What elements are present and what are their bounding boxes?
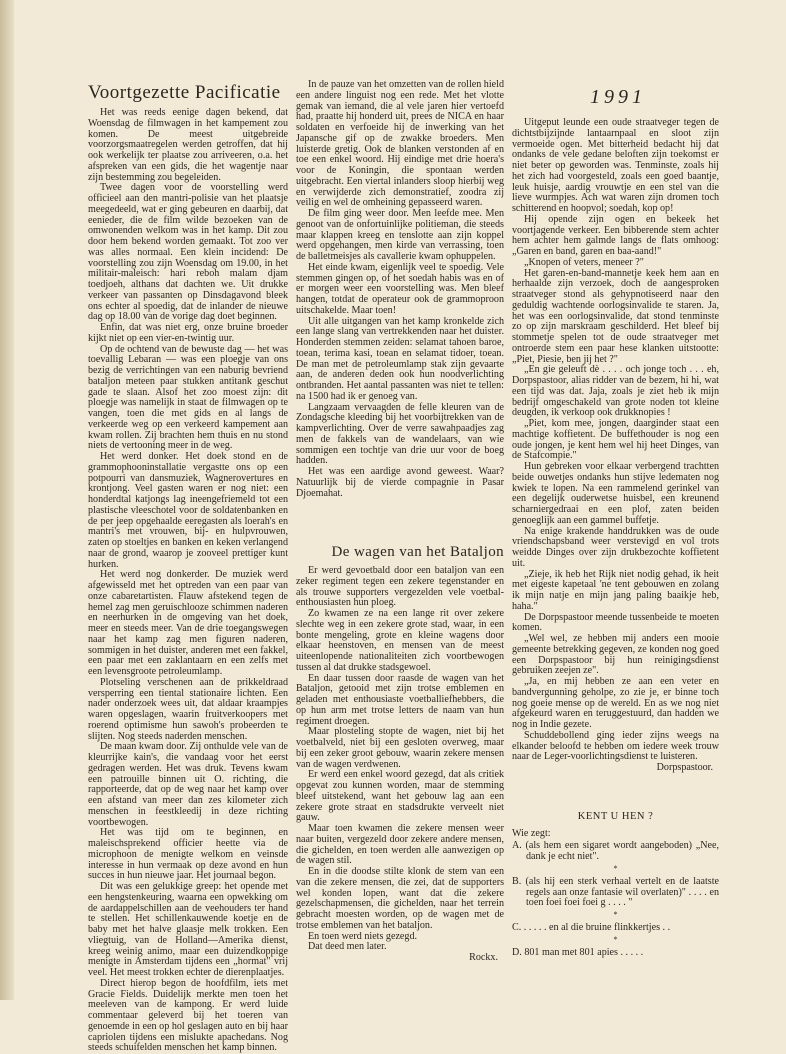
column-3 bbox=[512, 118, 719, 959]
paragraph: De maan kwam door. Zij onthulde vele van de kleurrijke kain's, die vandaag voor het eerst gedragen werden. Het was druk. Tevens kwam een patrouille binnen uit O. richting, die rapporteerde, dat op de weg naar het kamp over een afstand van meer dan zes kilometer zich menschen in feestkleedij in deze richting voortbewogen. bbox=[88, 741, 288, 828]
paragraph: Het garen-en-band-mannetje keek hem aan en herhaalde zijn verzoek, doch de aangesproken straatveger stond als gehypnotiseerd naar den geduldig wachtende oorlogsinvalide te staren. Ja, het was een oorlogsinvalide, dat stond tenminste zo op zijn marskraam geschilderd. Het bleef bij stommetje spelen tot de oude straatveger met ontroerde stem een paar hese klanken uitstootte: „Piet, Piesie, ben jij het ?" bbox=[512, 267, 719, 365]
paragraph: Het was reeds eenige dagen bekend, dat Woensdag de filmwagen in het kampement zou komen. De meest uitgebreide voorzorgsmaatregelen werden getroffen, dat hij ook werkelijk ter plaatse zou arriveeren, o.a. het afspreken van een gids, die het wagentje naar zijn bestemming zou begeleiden. bbox=[88, 107, 288, 183]
column-1 bbox=[88, 108, 288, 1054]
separator-asterisk: * bbox=[613, 910, 618, 919]
paragraph: Enfin, dat was niet erg, onze bruine broeder kijkt niet op een vier-en-twintig uur. bbox=[88, 322, 288, 344]
paragraph: Het was tijd om te beginnen, en maleischsprekend officier heette via de microphoon de menigte welkom en veinsde interesse in hun vermaak op deze avond en hun succes in hun nieuwe jaar. Het journaal begon. bbox=[88, 827, 288, 882]
article-title-1991: 1991 bbox=[590, 86, 646, 108]
page-fold-shadow bbox=[0, 0, 14, 1000]
paragraph: Uit alle uitgangen van het kamp kronkelde zich een lange slang van vertrekkenden naar het duister. Honderden stemmen zeiden: selamat tahoen baroe, toean, terima kasi, toean en selamat tidoer, toean. De man met de petroleumlamp stak zijn gevaarte aan, de anderen deden ook hun noodverlichting ontbranden. Het aantal passanten was niet te tellen: na 1500 had ik er genoeg van. bbox=[296, 315, 504, 402]
paragraph: Plotseling verschenen aan de prikkeldraad versperring een tiental stationaire lichten. Een nader onderzoek wees uit, dat aldaar kraampjes waren opgeslagen, waarin fruitverkoopers met roerend optimisme hun sawoh's probeerden te slijten. Nog steeds naderden menschen. bbox=[88, 676, 288, 742]
paragraph: Zo kwamen ze na een lange rit over zekere slechte weg in een zekere grote stad, waar, in een bonte mengeling, grote en kleine wagens door elkaar heenstoven, en mensen van de meest uiteenlopende nationaliteiten zich voortbewogen tussen al dat drukke stadsgewoel. bbox=[296, 608, 504, 673]
paragraph: „En gie geleuft dè . . . . och jonge toch . . . eh, Dorpspastoor, alias ridder van de bezem, hi hi, wat een tijd was dat. Jaja, zoals je ziet heb ik mijn bedrijf omgeschakeld van grote noden tot kleine deugden, ik verkoop ook drukknopies ! bbox=[512, 364, 719, 419]
paragraph: Maar toen kwamen die zekere mensen weer naar buiten, vergezeld door zekere andere mensen, die gichelden, en toen werden alle aanwezigen op de wagen stil. bbox=[296, 823, 504, 867]
paragraph: Het werd donker. Het doek stond en de grammophooninstallatie vergastte ons op een potpourri van dansmuziek, Wagnerovertures en krontjong. Veel gasten waren er nog niet: een honderdtal katjongs lag ineengefriemeld tot een plastische vleeschotel voor de soldatenbanken en de per jeep opgehaalde eeregasten als loerah's en mantri's met vrouwen, bij- en hulpvrouwen, zaten op stoeltjes en banken en keken verlangend naar de grond, waarop je zooveel prettiger kunt hurken. bbox=[88, 451, 288, 570]
paragraph: Hij opende zijn ogen en bekeek het voortjagende verkeer. Een bibberende stem achter hem achter hem galmde langs de flats omhoog: „Garen en band, garen en baa-aand!" bbox=[512, 213, 719, 257]
article-title-voortgezette-pacificatie: Voortgezette Pacificatie bbox=[88, 82, 281, 103]
paragraph: In de pauze van het omzetten van de rollen hield een andere linguist nog een rede. Met het vlotte gemak van iemand, die al vele jaren hier vertoefd had, praatte hij honderd uit, prees de NICA en haar soldaten en verfoeide hij de inwerking van het Japansche gif op de zwakke broeders. Men luisterde gretig. Ook de blanken verstonden af en toe een enkel woord. Hij eindige met drie hoera's voor de Koningin, die spontaan werden uitgebracht. Een viertal inlanders sloop hierbij weg en verwijderde zich demonstratief, zoodra zij veilig en wel de omheining gepasseerd waren. bbox=[296, 79, 504, 209]
paragraph: „Zieje, ik heb het Rijk niet nodig gehad, ik heit met eigeste kapetaal 'ne tent gebouwen en zolang ik mijn natje en mijn jang paling baaikje heb, haha." bbox=[512, 568, 719, 612]
quiz-item: B. (als hij een sterk verhaal vertelt en de laatste regels aan onze fantasie wil overlaten)" . . . . en toen foei foei foei g . . . . " bbox=[512, 875, 719, 909]
paragraph: Na enige krakende handdrukken was de oude vriendschapsband weer verstevigd en vol trots weidde Dinges over zijn drukbezochte koffietent uit. bbox=[512, 525, 719, 569]
quiz-intro: Wie zegt: bbox=[512, 827, 551, 839]
paragraph: De film ging weer door. Men leefde mee. Men genoot van de onfortuinlijke politieman, die steeds maar klappen kreeg en tenslotte aan zijn koppel werd opgehangen, men kirde van verrassing, toen de balletmeisjes als cavallerie kwam ophuppelen. bbox=[296, 208, 504, 262]
paragraph: En in die doodse stilte klonk de stem van een van die zekere mensen, die zei, dat de supporters wel konden lopen, want dat die zekere gezelschapmensen, die gichelden, naar het terrein gebracht moesten worden, op de wagen met de trotse emblemen van het bataljon. bbox=[296, 866, 504, 931]
paragraph: „Wel wel, ze hebben mij anders een mooie gemeente betrekking gegeven, ze konden nog goed een Dorpspastoor bij hun reinigingsdienst gebruiken zeejen ze". bbox=[512, 633, 719, 677]
paragraph: Het einde kwam, eigenlijk veel te spoedig. Vele stemmen gingen op, of het soedah habis was en of er morgen weer een voorstelling was. Men bleef hangen, totdat de operateur ook de grammoproon uitschakelde. Maar toen! bbox=[296, 261, 504, 316]
paragraph: Direct hierop begon de hoofdfilm, iets met Gracie Fields. Duidelijk merkte men toen het meeleven van de kampong. Er werd luide commentaar geleverd bij het toeren van genoemde in een op hol geslagen auto en bij haar capriolen tijdens een mislukte apachedans. Nog steeds schuifelden menschen het kamp binnen. bbox=[88, 977, 288, 1054]
author-signature: Rockx. bbox=[469, 952, 498, 963]
column-2 bbox=[296, 80, 504, 964]
paragraph: Twee dagen voor de voorstelling werd officieel aan den mantri-polisie van het plaatsje meegedeeld, wat er ging gebeuren en daarbij, dat eenieder, die de film wilde bezoeken van de omwonenden welkom was in het kamp. Dit zou door hem bekend worden gemaakt. Tot zoo ver was alles normaal. Een klein incidend: De voorstelling zou zijn Woensdag om 19.00, in het militair-maleisch: hari reboh malam djam toedjoeh, althans dat dachten we. Uit drukke verkeer van passanten op Dinsdagavond bleek ons echter al spoedig, dat de inlander de nieuwe dag op 18.00 van de vorige dag doet beginnen. bbox=[88, 182, 288, 323]
paragraph: Uitgeput leunde een oude straatveger tegen de dichtstbijzijnde lantaarnpaal en sloot zijn vermoeide ogen. Met bitterheid bedacht hij dat ondanks de vele gedane beloften zijn toekomst er niet beter op geworden was. Tenminste, zoals hij het zich had voorgesteld, zoals een goed baantje, leuk huisje, aardig vrouwtje en een stel van die lieve wurmpjes. Ach wat waren zijn dromen toch schitterend en hoopvol; soedah, kop op! bbox=[512, 117, 719, 214]
paragraph: De Dorpspastoor meende tussenbeide te moeten komen. bbox=[512, 611, 719, 634]
paragraph: Er werd een enkel woord gezegd, dat als critiek opgevat zou kunnen worden, maar de stemming bleef uitstekend, want het gebouw lag aan een zekere grote straat en stadsdrukte verveelt niet gauw. bbox=[296, 769, 504, 824]
quiz-item: A. (als hem een sigaret wordt aangeboden) „Nee, dank je echt niet". bbox=[512, 840, 719, 862]
paragraph: Het werd nog donkerder. De muziek werd afgewisseld met het optreden van een paar van onze cabaretartisten. Flauw afstekend tegen de hemel zag men geruischlooze schimmen naderen en neerhurken in de omgeving van het doek, meer en steeds meer. Van de drie toegangswegen naar het kamp zag men figuren naderen, sommigen in het duister, anderen met een fakkel, een paar met een zaklantaarn en een zelfs met een levensgroote petroleumlamp. bbox=[88, 569, 288, 677]
paragraph: En daar tussen door raasde de wagen van het Bataljon, getooid met zijn trotse emblemen en geladen met enthousiaste voetballiefhebbers, die op hun arm met trotse letters de naam van hun regiment droegen. bbox=[296, 672, 504, 727]
paragraph: Maar plosteling stopte de wagen, niet bij het voetbalveld, niet bij een gesloten overweg, maar bij een zeker groot gebouw, waarin zekere mensen van de wagen verdwenen. bbox=[296, 726, 504, 770]
paragraph: Dat deed men later. bbox=[308, 941, 387, 953]
paragraph: „Piet, kom mee, jongen, daarginder staat een machtige koffietent. De buffethouder is nog een oude jongen, je kent hem wel hij heet Dinges, van de Stafcompie." bbox=[512, 418, 719, 462]
separator-asterisk: * bbox=[613, 934, 618, 944]
paragraph: „Ja, en mij hebben ze aan een veter en bandvergunning geholpe, zo zie je, er binne toch nog goeie mense op de wereld. En as we nog niet afgekeurd waren en teruggestuurd, dan hadden we nog in Indie gezete. bbox=[512, 676, 719, 730]
paragraph: Het was een aardige avond geweest. Waar? Natuurlijk bij de vierde compagnie in Pasar Djoemahat. bbox=[296, 466, 504, 499]
quiz-item: C. . . . . . en al die bruine flinkkertjes . . bbox=[512, 922, 671, 933]
article-title-de-wagen-van-het-bataljon: De wagen van het Bataljon bbox=[331, 544, 504, 561]
quiz-item: D. 801 man met 801 apies . . . . . bbox=[512, 946, 644, 958]
quiz-title: KENT U HEN ? bbox=[577, 810, 654, 822]
paragraph: Op de ochtend van de bewuste dag — het was toevallig Lebaran — was een ploegje van ons bezig de verrichtingen van een naburig bevriend bataljon meteen paar stukken antitank geschut gade te slaan. Alsof het zoo moest zijn: dit ploegje was namelijk in staat de filmwagen op te vangen, toen die met gids en al langs de verkeerde weg op een verkeerd kampement aan kwam rollen. Zij brachten hem thuis en nu stond niets de vertooning meer in de weg. bbox=[88, 343, 288, 452]
paragraph: Langzaam vervaagden de felle kleuren van de Zondagsche kleeding bij het voorbijtrekken van de kampverlichting. Over de verre sawahpaadjes zag men de fakkels van de wandelaars, van wie sommigen een tochtje van drie uur voor de boeg hadden. bbox=[296, 401, 504, 467]
paragraph: Schuddebollend ging ieder zijns weegs na elkander beloofd te hebben om iedere week trouw naar de Leger-voorlichtingsdienst te luisteren. bbox=[512, 729, 719, 763]
paragraph: En toen werd niets gezegd. bbox=[308, 930, 418, 942]
paragraph: „Knopen of veters, meneer ?" bbox=[524, 256, 644, 268]
paragraph: Hun gebreken voor elkaar verbergend trachtten beide ouwetjes ondanks hun stijve ledematen nog kwiek te lopen. Na een rammelend gerinkel van een degelijk ouderwetse huisbel, een kreunend scharniergedraai en een plof, zaten beiden genoeglijk aan een gammel buffetje. bbox=[512, 461, 719, 526]
separator-asterisk: * bbox=[613, 863, 618, 873]
paragraph: Dit was een gelukkige greep: het opende met een hengstenkeuring, waarna een opwekking om de aardappelschillen aan de veehouders ter hand te stellen. Het schillenkauwende koetje en de baby met het halve glaasje melk trokken. Een vliegtuig, van de Holland—Amerika dienst, kreeg weinig animo, maar een duizendkoppige menigte in Amsterdam tijdens een „hormat" vrij veel. Het meest trokken echter de dierenplaatjes. bbox=[88, 881, 288, 978]
author-signature: Dorpspastoor. bbox=[656, 762, 713, 773]
paragraph: Er werd gevoetbald door een bataljon van een zeker regiment tegen een zekere tegenstander en als trouwe supporters vergezelden vele voetbal-enthousiasten hun ploeg. bbox=[296, 565, 504, 609]
